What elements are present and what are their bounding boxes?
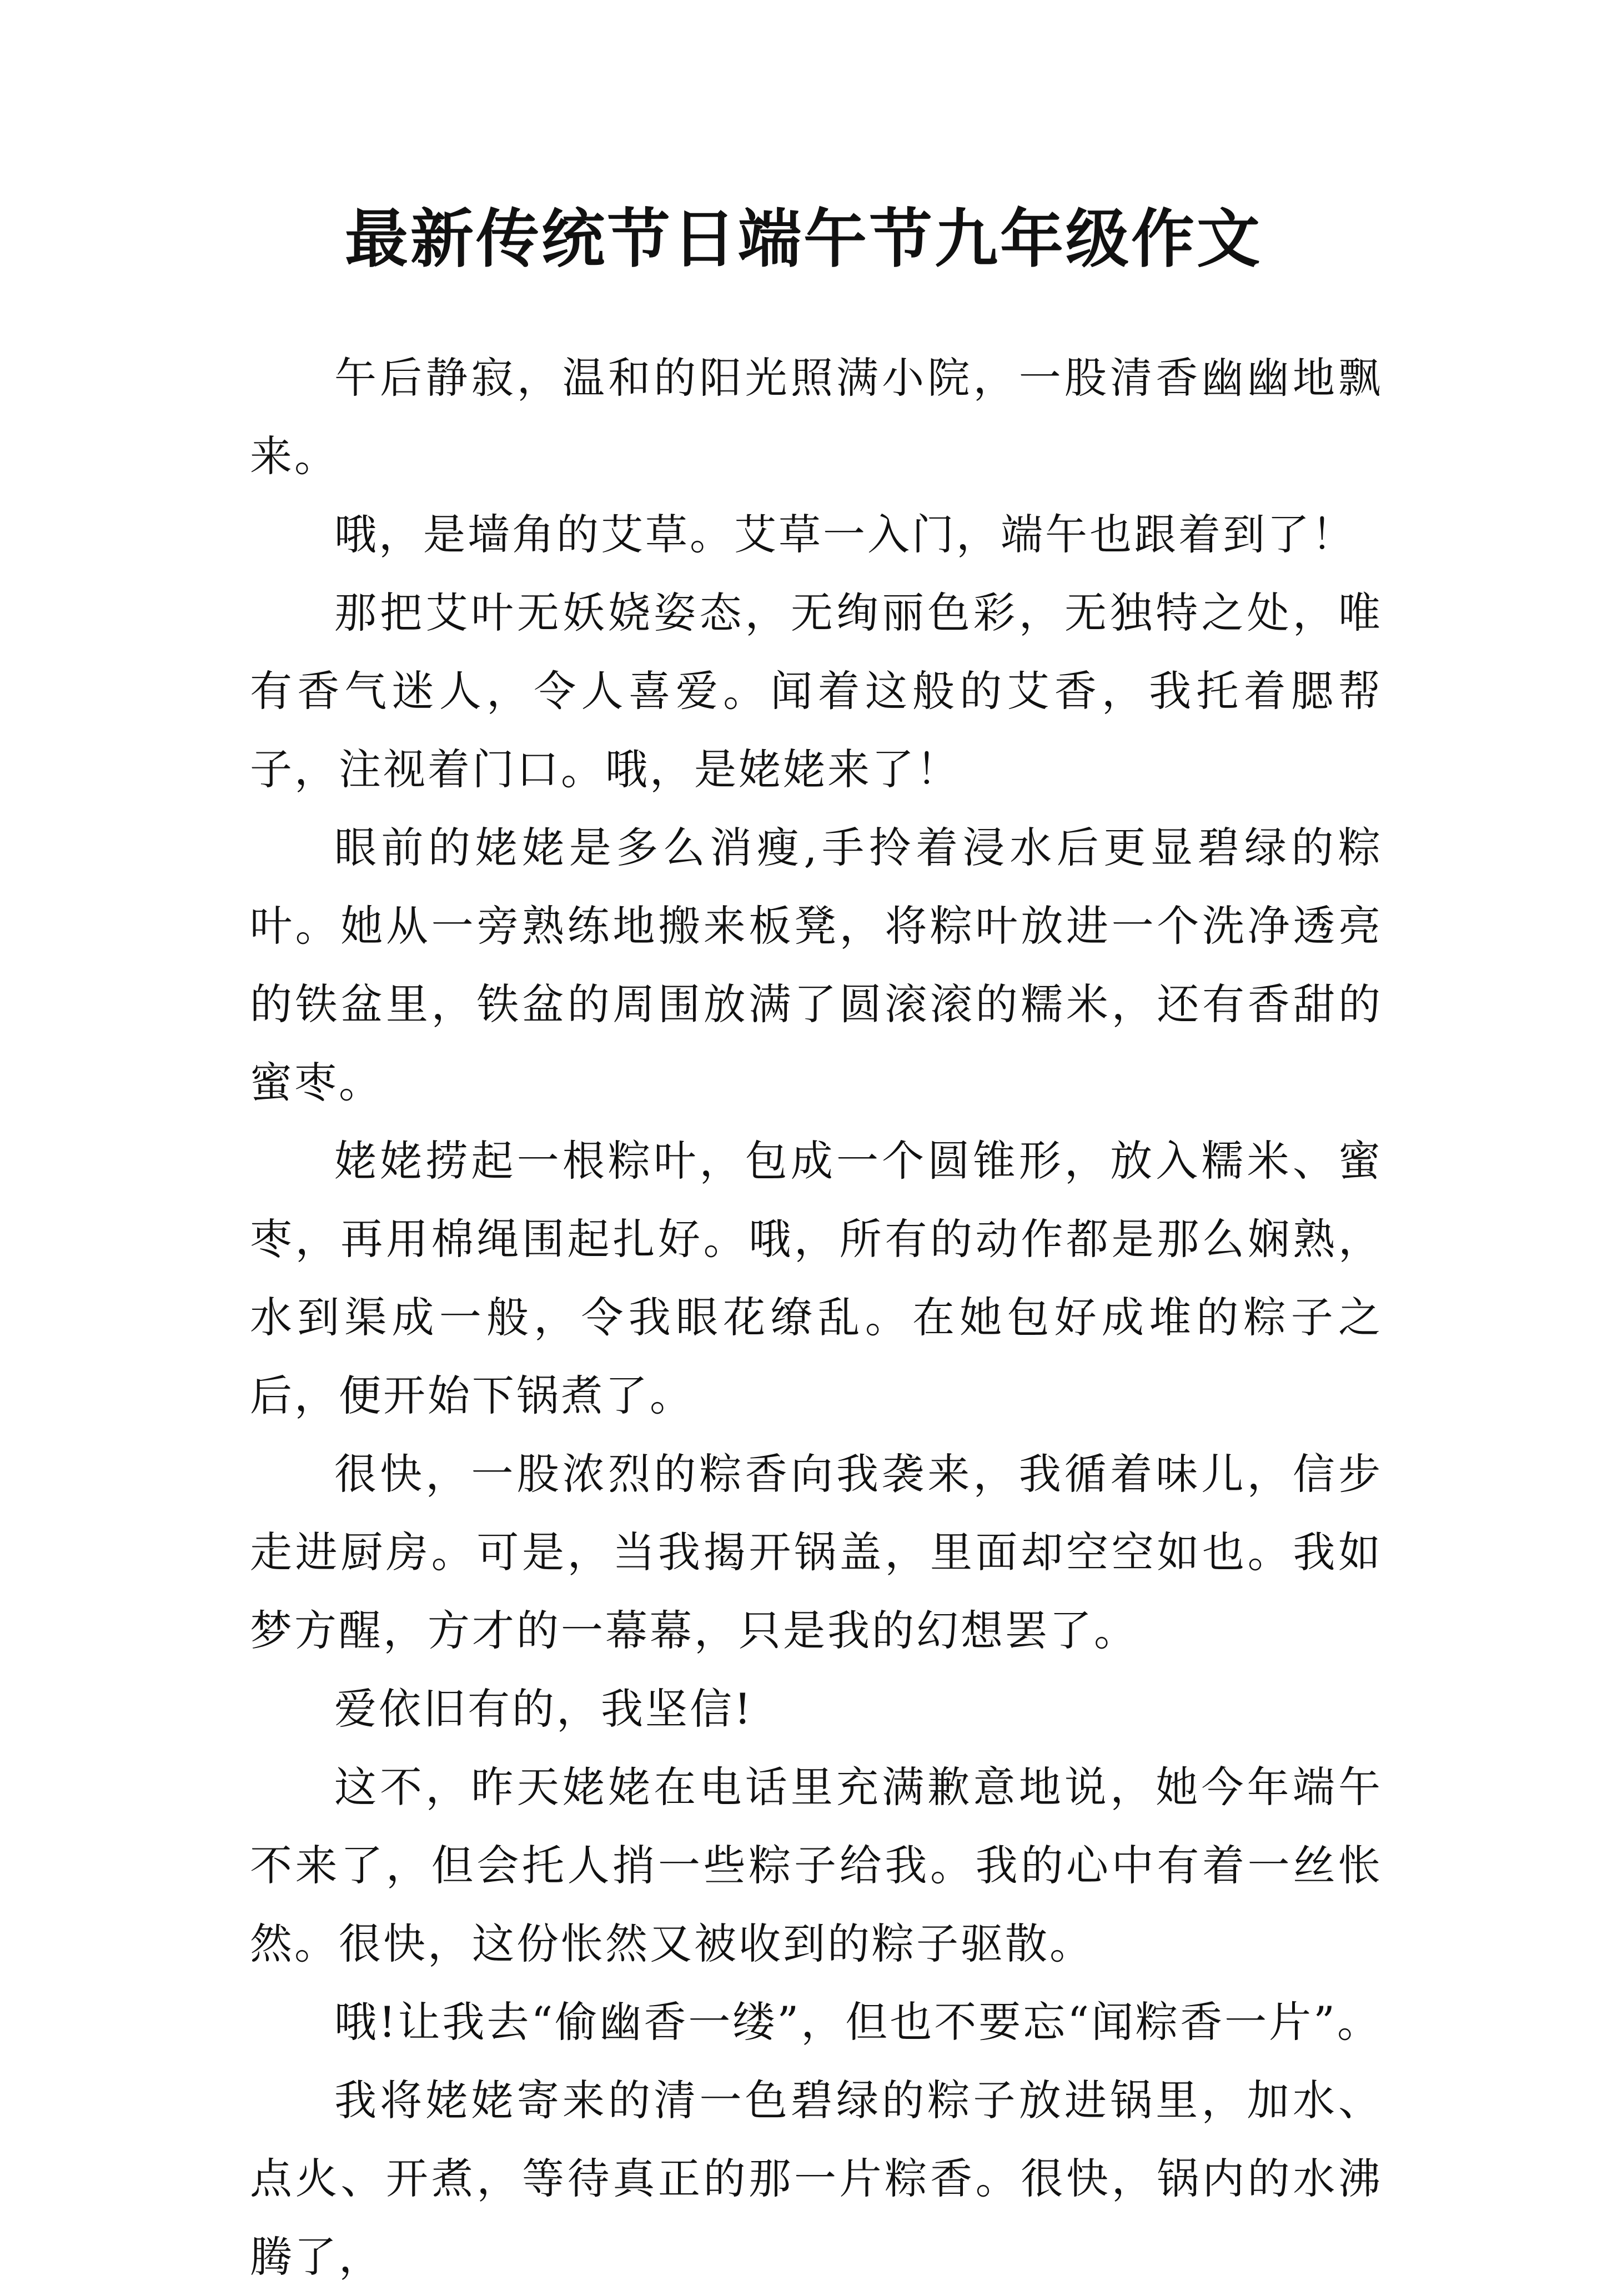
paragraph: 那把艾叶无妖娆姿态，无绚丽色彩，无独特之处，唯有香气迷人，令人喜爱。闻着这般的艾香，我托着腮帮子，注视着门口。哦，是姥姥来了！ [250, 588, 1383, 794]
document-body [250, 339, 1383, 2296]
paragraph: 很快，一股浓烈的粽香向我袭来，我循着味儿，信步走进厨房。可是，当我揭开锅盖，里面却空空如也。我如梦方醒，方才的一幕幕，只是我的幻想罢了。 [250, 1449, 1383, 1655]
paragraph: 姥姥捞起一根粽叶，包成一个圆锥形，放入糯米、蜜枣，再用棉绳围起扎好。哦，所有的动作都是那么娴熟，水到渠成一般，令我眼花缭乱。在她包好成堆的粽子之后，便开始下锅煮了。 [250, 1136, 1383, 1420]
paragraph: 哦，是墙角的艾草。艾草一入门，端午也跟着到了！ [334, 510, 1356, 559]
paragraph: 我将姥姥寄来的清一色碧绿的粽子放进锅里，加水、点火、开煮，等待真正的那一片粽香。很快，锅内的水沸腾了， [250, 2076, 1383, 2282]
paragraph: 午后静寂，温和的阳光照满小院，一股清香幽幽地飘来。 [250, 353, 1383, 481]
paragraph: 这不，昨天姥姥在电话里充满歉意地说，她今年端午不来了，但会托人捎一些粽子给我。我的心中有着一丝怅然。很快，这份怅然又被收到的粽子驱散。 [250, 1762, 1383, 1968]
paragraph: 爱依旧有的，我坚信! [334, 1684, 754, 1734]
paragraph: 哦!让我去“偷幽香一缕”，但也不要忘“闻粽香一片”。 [334, 1997, 1382, 2047]
document-title: 最新传统节日端午节九年级作文 [344, 202, 1262, 276]
paragraph: 眼前的姥姥是多么消瘦,手拎着浸水后更显碧绿的粽叶。她从一旁熟练地搬来板凳，将粽叶放进一个洗净透亮的铁盆里，铁盆的周围放满了圆滚滚的糯米，还有香甜的蜜枣。 [250, 823, 1383, 1107]
